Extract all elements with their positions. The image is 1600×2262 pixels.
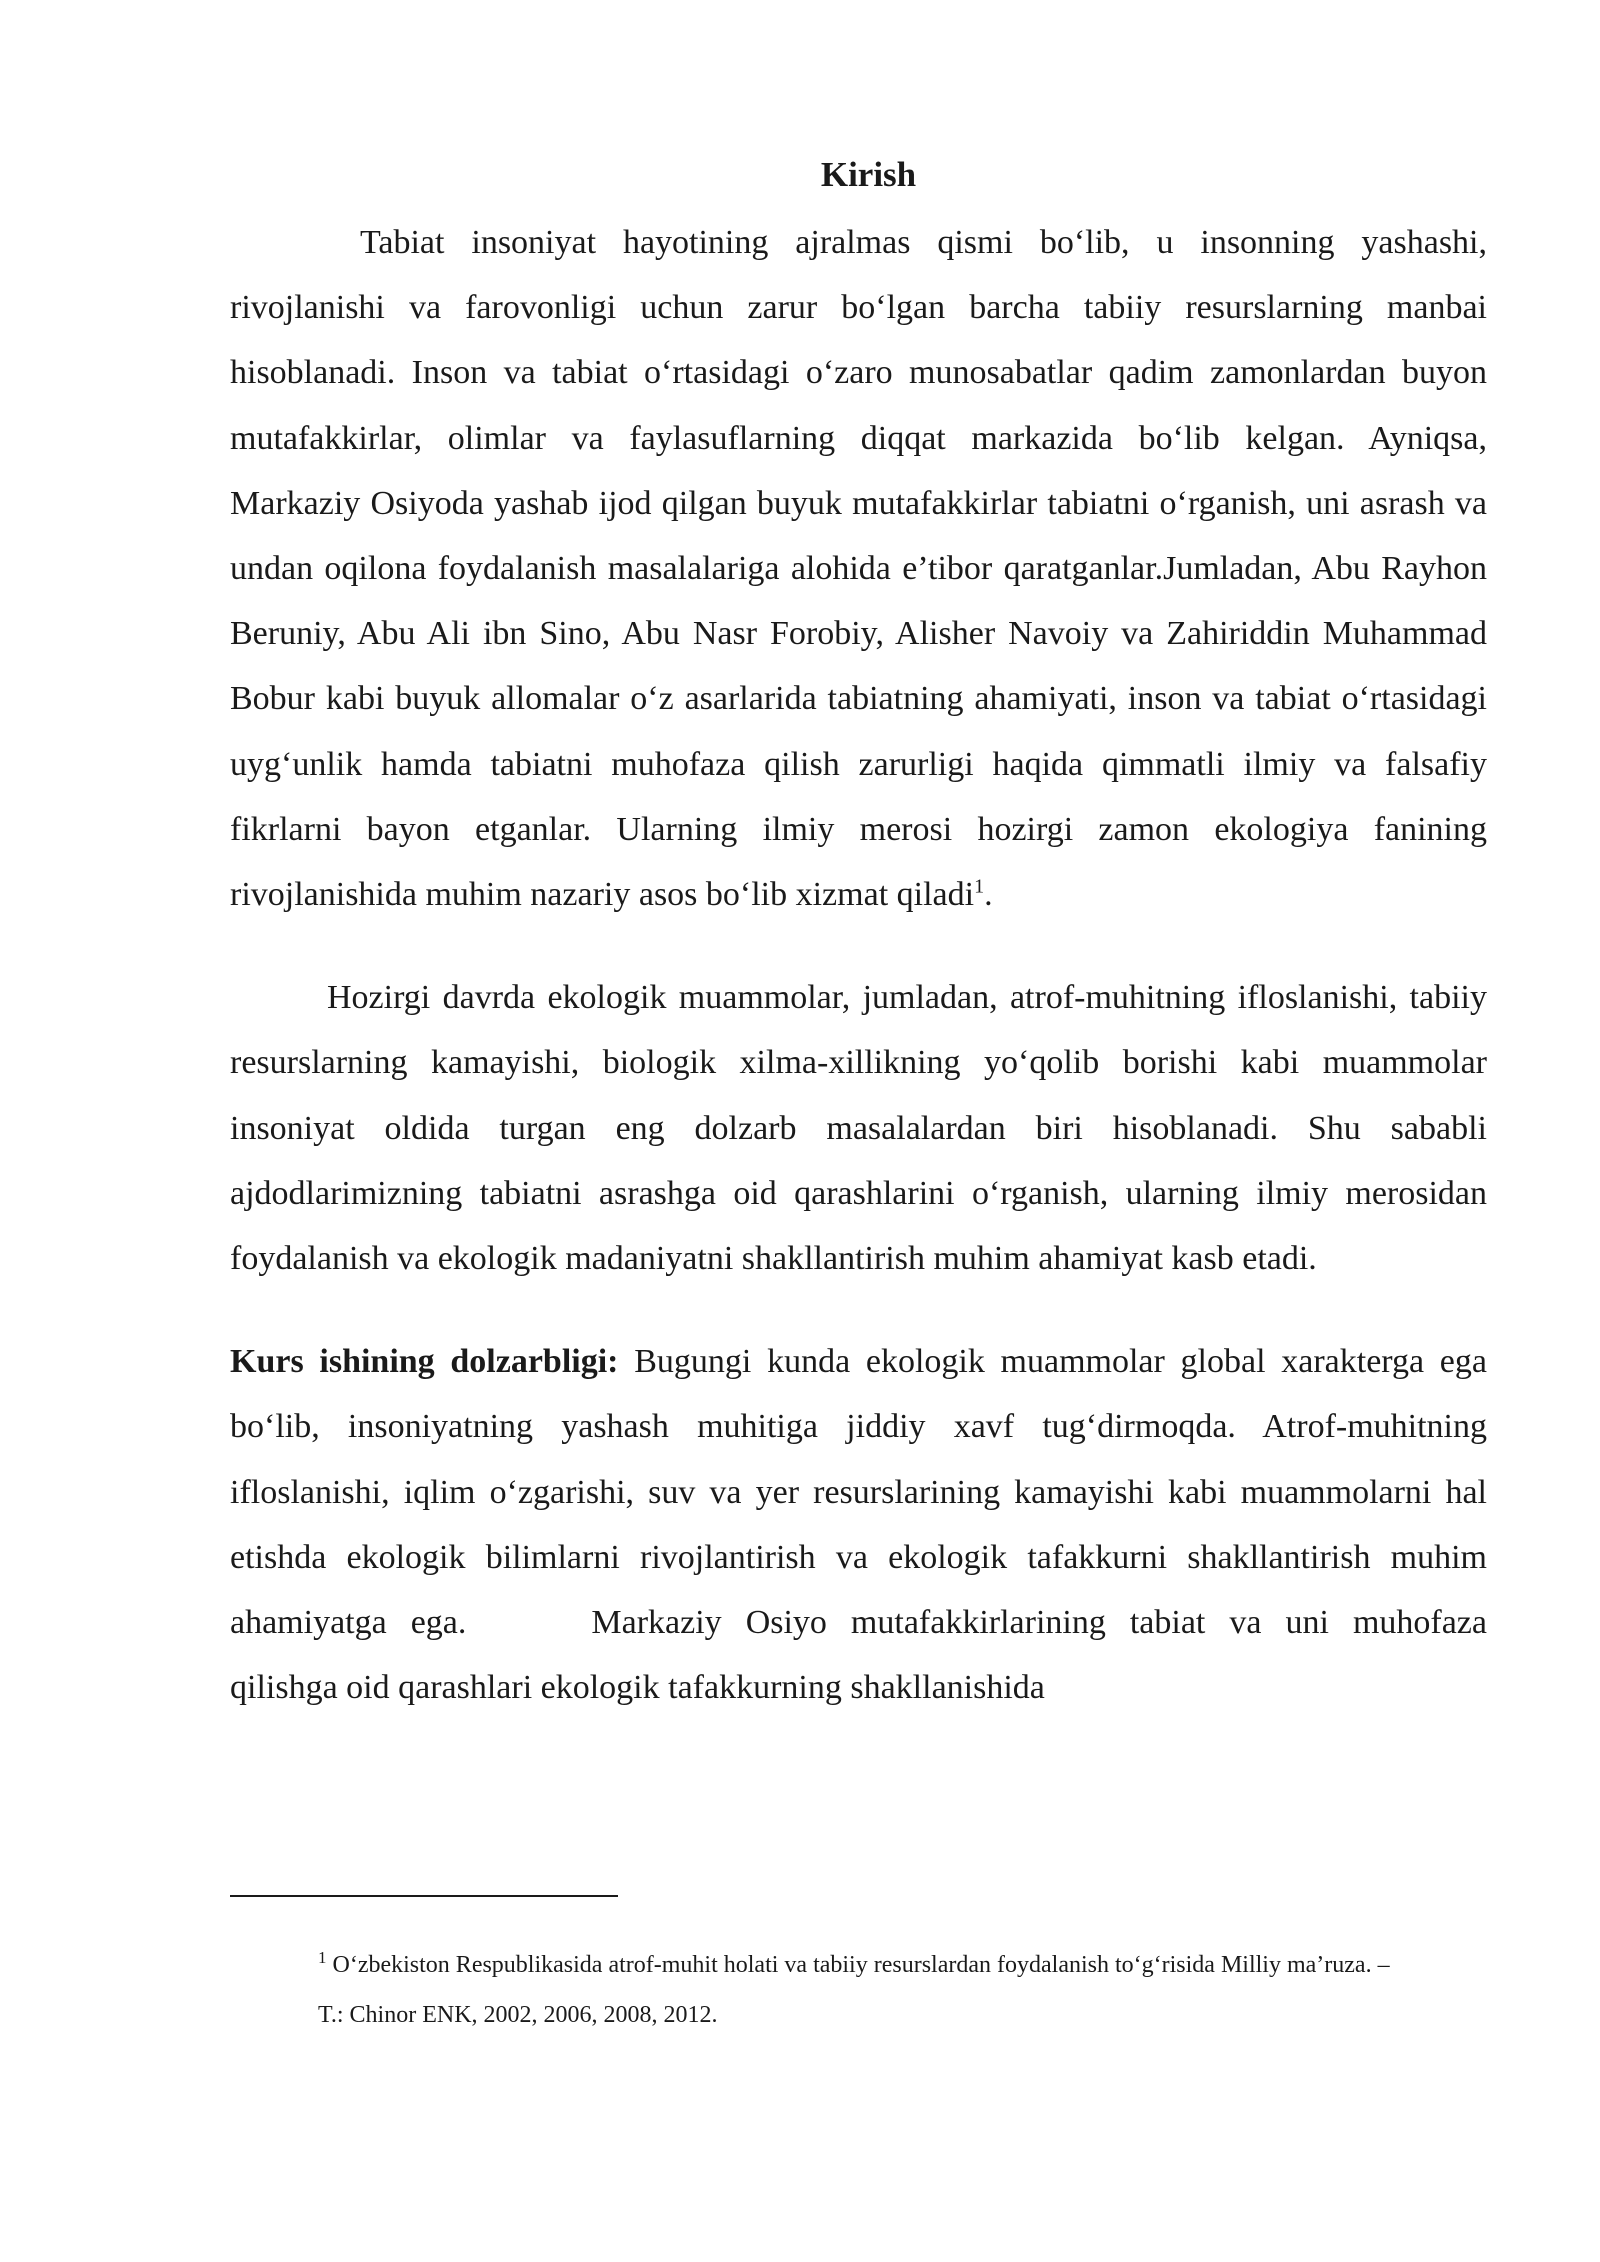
paragraph-intro [230,210,1487,927]
footnote-text: O‘zbekiston Respublikasida atrof-muhit holati va tabiiy resurslardan foydalanish to‘g‘risida Milliy ma’ruza. – T.: Chinor ENK, 2002, 2006, 2008, 2012. [318,1952,1390,2028]
footnote-reference[interactable]: 1 [974,875,985,898]
relevance-heading: Kurs ishining dolzarbligi: [230,1343,619,1381]
relevance-text-a: Bugungi kunda ekologik muammolar global xarakterga ega bo‘lib, insoniyatning yashash muhitiga jiddiy xavf tug‘dirmoqda. Atrof-muhitning ifloslanishi, iqlim o‘zgarishi, suv va yer resurslarining kamayishi kabi muammolarni hal etishda ekologik bilimlarni rivojlantirish va ekologik tafakkurni shakllantirish muhim ahamiyatga ega. [230,1343,1487,1642]
paragraph-intro-end: . [984,876,993,914]
footnote-number: 1 [318,1948,327,1967]
footnote [318,1940,1418,2040]
paragraph-ecology-problems: Hozirgi davrda ekologik muammolar, jumladan, atrof-muhitning ifloslanishi, tabiiy resurslarning kamayishi, biologik xilma-xillikning yo‘qolib borishi kabi muammolar insoniyat oldida turgan eng dolzarb masalalardan biri hisoblanadi. Shu sababli ajdodlarimizning tabiatni asrashga oid qarashlarini o‘rganish, ularning ilmiy merosidan foydalanish va ekologik madaniyatni shakllantirish muhim ahamiyat kasb etadi. [230,979,1487,1278]
page-title: Kirish [820,155,917,194]
paragraph-intro-text: Tabiat insoniyat hayotining ajralmas qismi bo‘lib, u insonning yashashi, rivojlanishi va farovonligi uchun zarur bo‘lgan barcha tabiiy resurslarning manbai hisoblanadi. Inson va tabiat o‘rtasidagi o‘zaro munosabatlar qadim zamonlardan buyon mutafakkirlar, olimlar va faylasuflarning diqqat markazida bo‘lib kelgan. Ayniqsa, Markaziy Osiyoda yashab ijod qilgan buyuk mutafakkirlar tabiatni o‘rganish, uni asrash va undan oqilona foydalanish masalalariga alohida e’tibor qaratganlar.Jumladan, Abu Rayhon Beruniy, Abu Ali ibn Sino, Abu Nasr Forobiy, Alisher Navoiy va Zahiriddin Muhammad Bobur kabi buyuk allomalar o‘z asarlarida tabiatning ahamiyati, inson va tabiat o‘rtasidagi uyg‘unlik hamda tabiatni muhofaza qilish zarurligi haqida qimmatli ilmiy va falsafiy fikrlarni bayon etganlar. Ularning ilmiy merosi hozirgi zamon ekologiya fanining rivojlanishida muhim nazariy asos bo‘lib xizmat qiladi [230,224,1487,914]
footnote-separator [230,1895,618,1897]
paragraph-relevance [230,1329,1487,1720]
document-page [230,150,1487,1720]
relevance-text-b: Markaziy Osiyo mutafakkirlarining tabiat va uni muhofaza qilishga oid qarashlari ekologik tafakkurning shakllanishida [230,1604,1487,1707]
